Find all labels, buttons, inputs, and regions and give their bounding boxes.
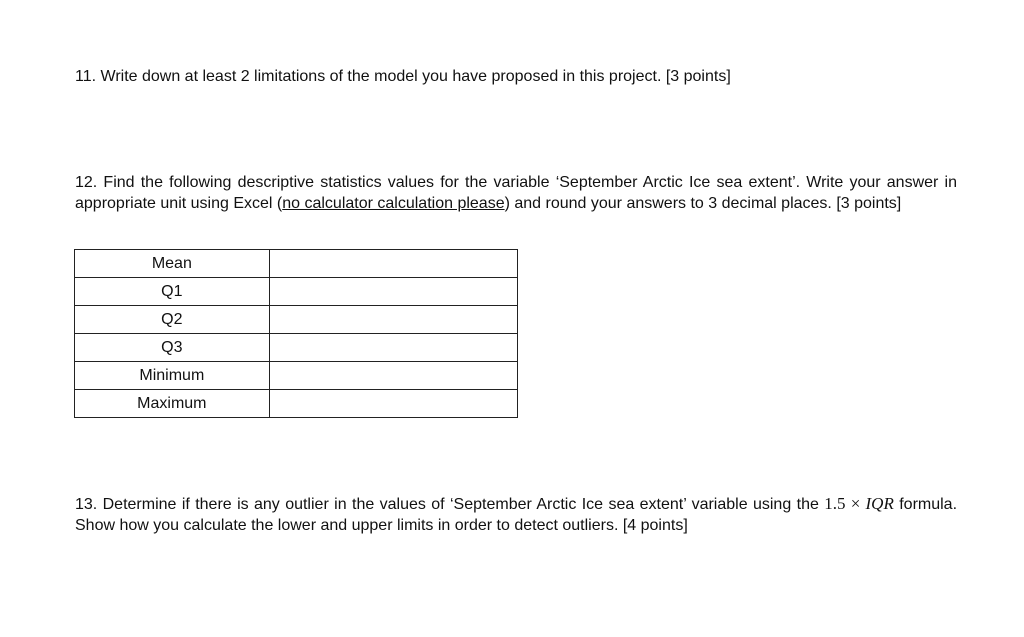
row-label-minimum: Minimum — [75, 362, 270, 390]
question-12-underlined-note: no calculator calculation please — [282, 195, 505, 212]
row-label-q1: Q1 — [75, 278, 270, 306]
question-11-text: 11. Write down at least 2 limitations of the model you have proposed in this project. [3 points] — [75, 68, 731, 85]
table-row — [75, 278, 518, 306]
formula-iqr: IQR — [865, 494, 894, 513]
answer-cell-q2[interactable] — [269, 306, 517, 334]
iqr-formula — [824, 494, 894, 513]
answer-cell-maximum[interactable] — [269, 390, 517, 418]
formula-times-sign: × — [850, 494, 861, 513]
row-label-q3: Q3 — [75, 334, 270, 362]
table-row — [75, 334, 518, 362]
answer-cell-mean[interactable] — [269, 250, 517, 278]
row-label-mean: Mean — [75, 250, 270, 278]
answer-cell-q1[interactable] — [269, 278, 517, 306]
question-13 — [75, 493, 957, 536]
question-12-text-before: 12. Find the following descriptive statistics values for the variable ‘September Arctic Ice sea extent’. Write your answer in appropriate unit using Excel ( — [75, 174, 957, 212]
table-row — [75, 390, 518, 418]
formula-number: 1.5 — [824, 494, 846, 513]
question-11 — [75, 66, 957, 87]
question-13-text-before: 13. Determine if there is any outlier in the values of ‘September Arctic Ice sea extent’ variable using the — [75, 496, 825, 513]
table-row — [75, 250, 518, 278]
table-row — [75, 362, 518, 390]
row-label-maximum: Maximum — [75, 390, 270, 418]
answer-cell-q3[interactable] — [269, 334, 517, 362]
question-13-text-after: formula. Show how you calculate the lower and upper limits in order to detect outliers. [4 points] — [75, 496, 958, 534]
answer-cell-minimum[interactable] — [269, 362, 517, 390]
row-label-q2: Q2 — [75, 306, 270, 334]
statistics-table — [74, 249, 518, 418]
question-12 — [75, 172, 957, 214]
table-row — [75, 306, 518, 334]
question-12-text-after: ) and round your answers to 3 decimal places. [3 points] — [504, 195, 902, 212]
